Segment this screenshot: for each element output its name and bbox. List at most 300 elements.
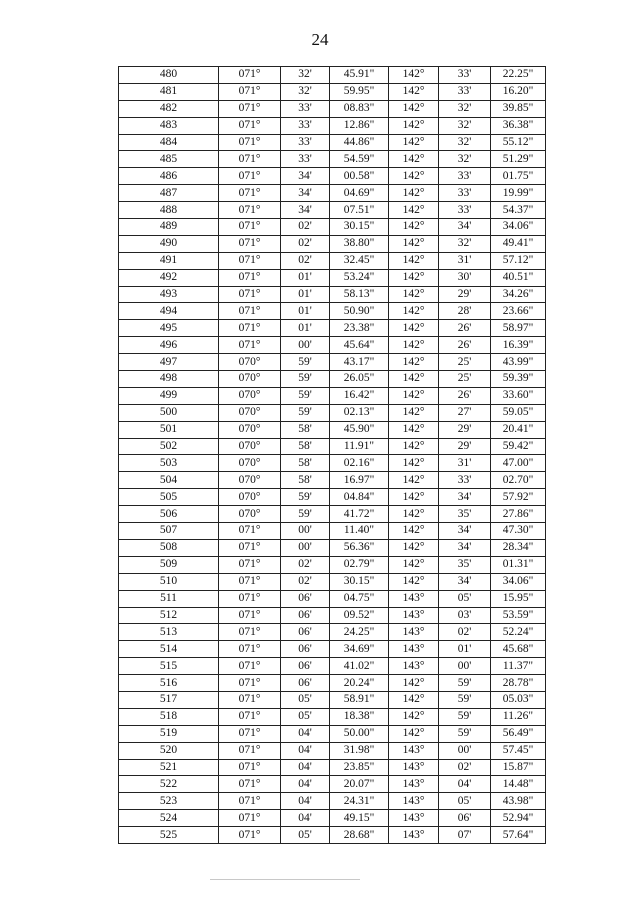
lon-degrees-cell: 142° <box>389 455 439 472</box>
lon-minutes-cell: 32' <box>439 151 491 168</box>
lat-minutes-cell: 59' <box>281 371 330 388</box>
lon-degrees-cell: 142° <box>389 320 439 337</box>
lon-degrees-cell: 142° <box>389 202 439 219</box>
table-row <box>119 219 546 236</box>
lon-degrees-cell: 142° <box>389 438 439 455</box>
table-row <box>119 83 546 100</box>
lon-degrees-cell: 142° <box>389 472 439 489</box>
lat-minutes-cell: 00' <box>281 337 330 354</box>
lat-degrees-cell: 071° <box>219 235 281 252</box>
table-row <box>119 590 546 607</box>
lon-degrees-cell: 142° <box>389 117 439 134</box>
lon-degrees-cell: 142° <box>389 337 439 354</box>
lat-minutes-cell: 58' <box>281 438 330 455</box>
point-number-cell: 489 <box>119 219 219 236</box>
lat-degrees-cell: 071° <box>219 134 281 151</box>
lon-minutes-cell: 34' <box>439 489 491 506</box>
lon-degrees-cell: 143° <box>389 759 439 776</box>
lon-degrees-cell: 142° <box>389 168 439 185</box>
lon-minutes-cell: 35' <box>439 556 491 573</box>
lat-minutes-cell: 33' <box>281 134 330 151</box>
lon-seconds-cell: 47.00" <box>491 455 546 472</box>
lat-degrees-cell: 071° <box>219 83 281 100</box>
table-row <box>119 421 546 438</box>
lon-degrees-cell: 142° <box>389 252 439 269</box>
table-row <box>119 691 546 708</box>
lat-degrees-cell: 071° <box>219 67 281 84</box>
lat-degrees-cell: 071° <box>219 202 281 219</box>
table-row <box>119 725 546 742</box>
point-number-cell: 510 <box>119 573 219 590</box>
lat-degrees-cell: 071° <box>219 573 281 590</box>
point-number-cell: 506 <box>119 506 219 523</box>
lat-seconds-cell: 04.69" <box>330 185 389 202</box>
lat-seconds-cell: 49.15" <box>330 810 389 827</box>
lat-minutes-cell: 58' <box>281 472 330 489</box>
lon-seconds-cell: 51.29" <box>491 151 546 168</box>
point-number-cell: 488 <box>119 202 219 219</box>
lon-minutes-cell: 25' <box>439 371 491 388</box>
lat-minutes-cell: 59' <box>281 387 330 404</box>
point-number-cell: 498 <box>119 371 219 388</box>
lat-minutes-cell: 05' <box>281 708 330 725</box>
lat-minutes-cell: 01' <box>281 303 330 320</box>
table-row <box>119 793 546 810</box>
lat-degrees-cell: 071° <box>219 691 281 708</box>
lon-minutes-cell: 32' <box>439 117 491 134</box>
lat-seconds-cell: 54.59" <box>330 151 389 168</box>
table-row <box>119 624 546 641</box>
lon-minutes-cell: 26' <box>439 320 491 337</box>
lon-degrees-cell: 143° <box>389 590 439 607</box>
lat-seconds-cell: 23.85" <box>330 759 389 776</box>
lon-minutes-cell: 33' <box>439 202 491 219</box>
lat-degrees-cell: 071° <box>219 151 281 168</box>
table-row <box>119 371 546 388</box>
lon-degrees-cell: 142° <box>389 725 439 742</box>
lon-minutes-cell: 59' <box>439 691 491 708</box>
table-row <box>119 252 546 269</box>
lon-minutes-cell: 28' <box>439 303 491 320</box>
lat-seconds-cell: 44.86" <box>330 134 389 151</box>
lon-seconds-cell: 58.97" <box>491 320 546 337</box>
lon-degrees-cell: 142° <box>389 506 439 523</box>
lat-seconds-cell: 28.68" <box>330 827 389 844</box>
lon-minutes-cell: 32' <box>439 134 491 151</box>
lon-seconds-cell: 19.99" <box>491 185 546 202</box>
lon-seconds-cell: 55.12" <box>491 134 546 151</box>
lat-minutes-cell: 02' <box>281 252 330 269</box>
lon-minutes-cell: 07' <box>439 827 491 844</box>
point-number-cell: 520 <box>119 742 219 759</box>
lon-minutes-cell: 59' <box>439 708 491 725</box>
lat-minutes-cell: 02' <box>281 219 330 236</box>
point-number-cell: 525 <box>119 827 219 844</box>
table-row <box>119 472 546 489</box>
lat-degrees-cell: 071° <box>219 303 281 320</box>
lat-degrees-cell: 071° <box>219 556 281 573</box>
lat-minutes-cell: 01' <box>281 286 330 303</box>
point-number-cell: 503 <box>119 455 219 472</box>
point-number-cell: 515 <box>119 658 219 675</box>
point-number-cell: 513 <box>119 624 219 641</box>
lon-seconds-cell: 57.64" <box>491 827 546 844</box>
lon-seconds-cell: 52.94" <box>491 810 546 827</box>
point-number-cell: 484 <box>119 134 219 151</box>
table-row <box>119 675 546 692</box>
point-number-cell: 507 <box>119 523 219 540</box>
lat-degrees-cell: 070° <box>219 354 281 371</box>
lat-seconds-cell: 11.91" <box>330 438 389 455</box>
lat-seconds-cell: 20.24" <box>330 675 389 692</box>
point-number-cell: 519 <box>119 725 219 742</box>
point-number-cell: 504 <box>119 472 219 489</box>
lat-degrees-cell: 071° <box>219 286 281 303</box>
lat-minutes-cell: 32' <box>281 83 330 100</box>
lon-degrees-cell: 142° <box>389 489 439 506</box>
lon-degrees-cell: 142° <box>389 134 439 151</box>
lat-seconds-cell: 45.64" <box>330 337 389 354</box>
lat-seconds-cell: 02.79" <box>330 556 389 573</box>
lat-seconds-cell: 09.52" <box>330 607 389 624</box>
lon-degrees-cell: 142° <box>389 185 439 202</box>
lon-minutes-cell: 35' <box>439 506 491 523</box>
lon-minutes-cell: 29' <box>439 438 491 455</box>
lon-minutes-cell: 59' <box>439 725 491 742</box>
lat-degrees-cell: 071° <box>219 624 281 641</box>
lon-degrees-cell: 143° <box>389 624 439 641</box>
lon-minutes-cell: 04' <box>439 776 491 793</box>
lat-minutes-cell: 06' <box>281 641 330 658</box>
lat-degrees-cell: 071° <box>219 641 281 658</box>
table-row <box>119 404 546 421</box>
point-number-cell: 524 <box>119 810 219 827</box>
table-row <box>119 286 546 303</box>
lon-minutes-cell: 02' <box>439 624 491 641</box>
lon-seconds-cell: 22.25" <box>491 67 546 84</box>
point-number-cell: 497 <box>119 354 219 371</box>
lat-seconds-cell: 45.90" <box>330 421 389 438</box>
lon-minutes-cell: 00' <box>439 742 491 759</box>
lat-degrees-cell: 071° <box>219 185 281 202</box>
table-row <box>119 235 546 252</box>
lon-degrees-cell: 142° <box>389 303 439 320</box>
lat-degrees-cell: 070° <box>219 421 281 438</box>
lon-minutes-cell: 26' <box>439 387 491 404</box>
lon-seconds-cell: 53.59" <box>491 607 546 624</box>
lon-minutes-cell: 30' <box>439 269 491 286</box>
lat-minutes-cell: 34' <box>281 168 330 185</box>
point-number-cell: 499 <box>119 387 219 404</box>
lat-seconds-cell: 38.80" <box>330 235 389 252</box>
lat-seconds-cell: 12.86" <box>330 117 389 134</box>
lat-minutes-cell: 04' <box>281 742 330 759</box>
lat-degrees-cell: 071° <box>219 590 281 607</box>
point-number-cell: 500 <box>119 404 219 421</box>
lat-seconds-cell: 45.91" <box>330 67 389 84</box>
lon-minutes-cell: 02' <box>439 759 491 776</box>
lon-degrees-cell: 142° <box>389 387 439 404</box>
lat-seconds-cell: 50.00" <box>330 725 389 742</box>
lat-minutes-cell: 06' <box>281 658 330 675</box>
point-number-cell: 517 <box>119 691 219 708</box>
table-row <box>119 168 546 185</box>
lon-minutes-cell: 32' <box>439 100 491 117</box>
lon-seconds-cell: 59.39" <box>491 371 546 388</box>
lon-degrees-cell: 143° <box>389 658 439 675</box>
lon-degrees-cell: 142° <box>389 539 439 556</box>
point-number-cell: 485 <box>119 151 219 168</box>
table-row <box>119 269 546 286</box>
lon-degrees-cell: 142° <box>389 708 439 725</box>
lat-seconds-cell: 30.15" <box>330 573 389 590</box>
lat-minutes-cell: 01' <box>281 320 330 337</box>
lat-minutes-cell: 33' <box>281 100 330 117</box>
lon-seconds-cell: 39.85" <box>491 100 546 117</box>
table-row <box>119 489 546 506</box>
lat-degrees-cell: 070° <box>219 387 281 404</box>
lon-degrees-cell: 142° <box>389 354 439 371</box>
lon-seconds-cell: 40.51" <box>491 269 546 286</box>
lon-seconds-cell: 56.49" <box>491 725 546 742</box>
point-number-cell: 495 <box>119 320 219 337</box>
lon-seconds-cell: 59.42" <box>491 438 546 455</box>
lon-minutes-cell: 05' <box>439 793 491 810</box>
lon-seconds-cell: 01.31" <box>491 556 546 573</box>
point-number-cell: 486 <box>119 168 219 185</box>
lon-seconds-cell: 23.66" <box>491 303 546 320</box>
lat-minutes-cell: 01' <box>281 269 330 286</box>
point-number-cell: 512 <box>119 607 219 624</box>
lat-minutes-cell: 33' <box>281 151 330 168</box>
table-row <box>119 523 546 540</box>
lon-degrees-cell: 143° <box>389 641 439 658</box>
lat-minutes-cell: 04' <box>281 776 330 793</box>
point-number-cell: 480 <box>119 67 219 84</box>
lon-seconds-cell: 16.20" <box>491 83 546 100</box>
lon-seconds-cell: 45.68" <box>491 641 546 658</box>
lon-minutes-cell: 33' <box>439 67 491 84</box>
lat-minutes-cell: 34' <box>281 202 330 219</box>
table-row <box>119 438 546 455</box>
lat-degrees-cell: 071° <box>219 675 281 692</box>
lat-minutes-cell: 33' <box>281 117 330 134</box>
lat-minutes-cell: 58' <box>281 455 330 472</box>
lon-seconds-cell: 34.06" <box>491 219 546 236</box>
point-number-cell: 518 <box>119 708 219 725</box>
lon-degrees-cell: 142° <box>389 371 439 388</box>
lat-degrees-cell: 070° <box>219 371 281 388</box>
lat-seconds-cell: 24.25" <box>330 624 389 641</box>
table-row <box>119 742 546 759</box>
lat-minutes-cell: 04' <box>281 810 330 827</box>
table-row <box>119 708 546 725</box>
lat-minutes-cell: 06' <box>281 607 330 624</box>
lat-degrees-cell: 071° <box>219 100 281 117</box>
lat-seconds-cell: 31.98" <box>330 742 389 759</box>
lat-minutes-cell: 59' <box>281 354 330 371</box>
point-number-cell: 492 <box>119 269 219 286</box>
lon-seconds-cell: 14.48" <box>491 776 546 793</box>
lon-seconds-cell: 54.37" <box>491 202 546 219</box>
point-number-cell: 502 <box>119 438 219 455</box>
lon-degrees-cell: 143° <box>389 776 439 793</box>
lon-minutes-cell: 26' <box>439 337 491 354</box>
point-number-cell: 522 <box>119 776 219 793</box>
lon-minutes-cell: 34' <box>439 523 491 540</box>
lon-seconds-cell: 59.05" <box>491 404 546 421</box>
lat-seconds-cell: 07.51" <box>330 202 389 219</box>
lat-seconds-cell: 08.83" <box>330 100 389 117</box>
lat-seconds-cell: 26.05" <box>330 371 389 388</box>
lon-degrees-cell: 142° <box>389 67 439 84</box>
lat-minutes-cell: 06' <box>281 624 330 641</box>
lat-minutes-cell: 05' <box>281 691 330 708</box>
coordinates-table <box>118 66 546 844</box>
lon-seconds-cell: 28.78" <box>491 675 546 692</box>
lon-minutes-cell: 01' <box>439 641 491 658</box>
lon-degrees-cell: 142° <box>389 219 439 236</box>
lat-seconds-cell: 43.17" <box>330 354 389 371</box>
lat-minutes-cell: 58' <box>281 421 330 438</box>
lon-degrees-cell: 142° <box>389 404 439 421</box>
table-row <box>119 556 546 573</box>
lat-seconds-cell: 02.13" <box>330 404 389 421</box>
lat-minutes-cell: 59' <box>281 404 330 421</box>
lat-minutes-cell: 02' <box>281 556 330 573</box>
lon-seconds-cell: 16.39" <box>491 337 546 354</box>
lat-degrees-cell: 070° <box>219 438 281 455</box>
lat-minutes-cell: 05' <box>281 827 330 844</box>
table-row <box>119 607 546 624</box>
lat-minutes-cell: 02' <box>281 235 330 252</box>
lon-degrees-cell: 143° <box>389 742 439 759</box>
lon-degrees-cell: 142° <box>389 556 439 573</box>
lat-degrees-cell: 071° <box>219 827 281 844</box>
lat-minutes-cell: 06' <box>281 590 330 607</box>
table-row <box>119 776 546 793</box>
lat-seconds-cell: 53.24" <box>330 269 389 286</box>
lon-degrees-cell: 142° <box>389 83 439 100</box>
lon-degrees-cell: 142° <box>389 675 439 692</box>
point-number-cell: 511 <box>119 590 219 607</box>
lat-degrees-cell: 071° <box>219 168 281 185</box>
point-number-cell: 483 <box>119 117 219 134</box>
lat-degrees-cell: 071° <box>219 523 281 540</box>
lat-degrees-cell: 071° <box>219 725 281 742</box>
lat-degrees-cell: 070° <box>219 404 281 421</box>
lon-minutes-cell: 32' <box>439 235 491 252</box>
lat-degrees-cell: 071° <box>219 117 281 134</box>
lat-seconds-cell: 58.13" <box>330 286 389 303</box>
lon-seconds-cell: 57.45" <box>491 742 546 759</box>
point-number-cell: 491 <box>119 252 219 269</box>
lon-seconds-cell: 11.37" <box>491 658 546 675</box>
lat-degrees-cell: 071° <box>219 337 281 354</box>
lat-seconds-cell: 00.58" <box>330 168 389 185</box>
point-number-cell: 493 <box>119 286 219 303</box>
lon-degrees-cell: 143° <box>389 607 439 624</box>
lon-seconds-cell: 34.06" <box>491 573 546 590</box>
lon-seconds-cell: 43.98" <box>491 793 546 810</box>
lon-degrees-cell: 142° <box>389 523 439 540</box>
lat-degrees-cell: 071° <box>219 269 281 286</box>
lat-seconds-cell: 59.95" <box>330 83 389 100</box>
lon-minutes-cell: 34' <box>439 219 491 236</box>
lat-degrees-cell: 070° <box>219 506 281 523</box>
lon-degrees-cell: 142° <box>389 573 439 590</box>
table-row <box>119 573 546 590</box>
lon-minutes-cell: 33' <box>439 185 491 202</box>
lon-seconds-cell: 47.30" <box>491 523 546 540</box>
table-row <box>119 303 546 320</box>
lon-seconds-cell: 15.95" <box>491 590 546 607</box>
table-row <box>119 455 546 472</box>
lat-seconds-cell: 41.02" <box>330 658 389 675</box>
table-row <box>119 151 546 168</box>
lat-minutes-cell: 00' <box>281 539 330 556</box>
lon-minutes-cell: 05' <box>439 590 491 607</box>
lon-minutes-cell: 33' <box>439 83 491 100</box>
lon-minutes-cell: 00' <box>439 658 491 675</box>
lon-seconds-cell: 01.75" <box>491 168 546 185</box>
lon-minutes-cell: 34' <box>439 573 491 590</box>
table-row <box>119 134 546 151</box>
lon-seconds-cell: 02.70" <box>491 472 546 489</box>
lat-seconds-cell: 04.84" <box>330 489 389 506</box>
table-row <box>119 67 546 84</box>
table-row <box>119 759 546 776</box>
lat-minutes-cell: 04' <box>281 725 330 742</box>
lat-seconds-cell: 04.75" <box>330 590 389 607</box>
table-row <box>119 658 546 675</box>
lat-degrees-cell: 071° <box>219 810 281 827</box>
lon-minutes-cell: 29' <box>439 421 491 438</box>
lat-degrees-cell: 071° <box>219 252 281 269</box>
point-number-cell: 509 <box>119 556 219 573</box>
table-row <box>119 387 546 404</box>
lon-minutes-cell: 31' <box>439 455 491 472</box>
point-number-cell: 487 <box>119 185 219 202</box>
lat-minutes-cell: 06' <box>281 675 330 692</box>
lat-degrees-cell: 071° <box>219 219 281 236</box>
lat-seconds-cell: 50.90" <box>330 303 389 320</box>
lon-seconds-cell: 43.99" <box>491 354 546 371</box>
lon-seconds-cell: 33.60" <box>491 387 546 404</box>
lon-seconds-cell: 34.26" <box>491 286 546 303</box>
lat-seconds-cell: 11.40" <box>330 523 389 540</box>
table-row <box>119 539 546 556</box>
table-row <box>119 320 546 337</box>
lat-minutes-cell: 04' <box>281 793 330 810</box>
lon-seconds-cell: 49.41" <box>491 235 546 252</box>
lon-degrees-cell: 142° <box>389 691 439 708</box>
lat-minutes-cell: 34' <box>281 185 330 202</box>
lon-degrees-cell: 143° <box>389 810 439 827</box>
lat-seconds-cell: 24.31" <box>330 793 389 810</box>
point-number-cell: 481 <box>119 83 219 100</box>
lon-minutes-cell: 34' <box>439 539 491 556</box>
table-row <box>119 117 546 134</box>
table-row <box>119 827 546 844</box>
point-number-cell: 523 <box>119 793 219 810</box>
lon-degrees-cell: 142° <box>389 269 439 286</box>
page-number: 24 <box>311 30 329 49</box>
point-number-cell: 505 <box>119 489 219 506</box>
page-bottom-rule <box>210 879 360 880</box>
point-number-cell: 516 <box>119 675 219 692</box>
lat-degrees-cell: 071° <box>219 658 281 675</box>
